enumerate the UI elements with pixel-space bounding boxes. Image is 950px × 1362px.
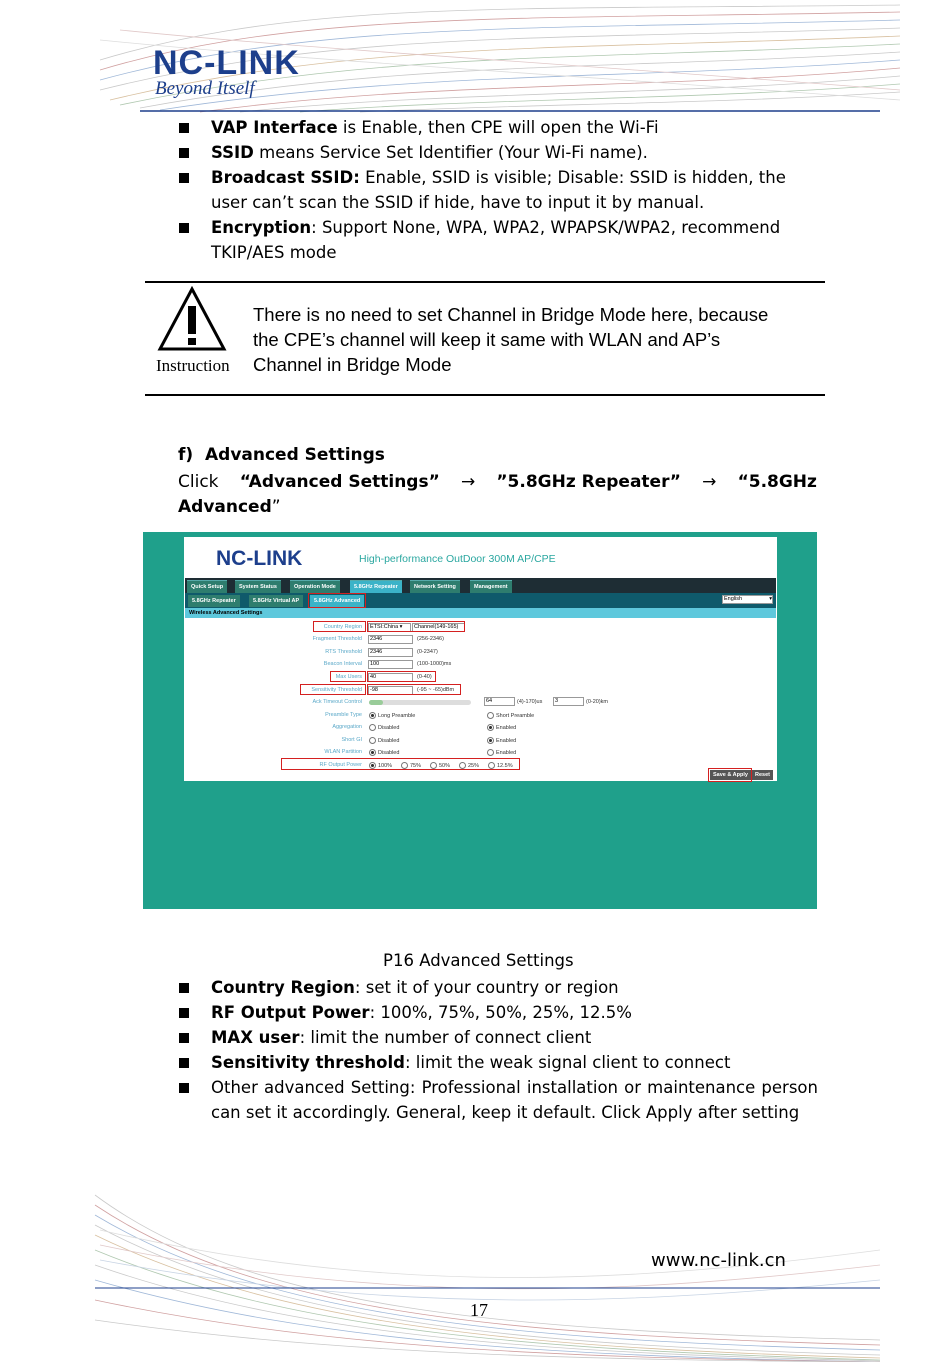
aggregation-disabled-radio[interactable]: Disabled bbox=[369, 724, 399, 731]
warning-icon bbox=[157, 286, 227, 352]
list-item: RF Output Power: 100%, 75%, 50%, 25%, 12.5% bbox=[178, 1000, 818, 1025]
save-apply-button[interactable]: Save & Apply bbox=[710, 770, 751, 780]
list-item: Sensitivity threshold: limit the weak signal client to connect bbox=[178, 1050, 818, 1075]
brand-logo: NC-LINK bbox=[153, 44, 300, 82]
router-ui bbox=[184, 537, 777, 781]
highlight-sensitivity-value bbox=[367, 684, 461, 695]
fragment-threshold-hint: (256-2346) bbox=[417, 636, 444, 642]
ack-timeout-hint: (4)-170)us bbox=[517, 699, 543, 705]
tab-management[interactable]: Management bbox=[470, 580, 512, 593]
preamble-short-radio[interactable]: Short Preamble bbox=[487, 712, 534, 719]
settings-section-title: Wireless Advanced Settings bbox=[185, 608, 776, 618]
list-item: Broadcast SSID: Enable, SSID is visible; Disable: SSID is hidden, the user can’t scan the SSID if hide, have to input it by manual. bbox=[178, 165, 818, 215]
label-fragment-threshold: Fragment Threshold bbox=[312, 636, 362, 642]
sensitivity-threshold-input[interactable]: -98 bbox=[368, 686, 413, 695]
partition-disabled-radio[interactable]: Disabled bbox=[369, 749, 399, 756]
list-item: Encryption: Support None, WPA, WPA2, WPAPSK/WPA2, recommend TKIP/AES mode bbox=[178, 215, 818, 265]
tab-network-setting[interactable]: Network Setting bbox=[410, 580, 460, 593]
highlight-max-users-value bbox=[367, 671, 436, 682]
label-ack-timeout: Ack Timeout Control bbox=[312, 699, 362, 705]
reset-button[interactable]: Reset bbox=[752, 770, 773, 780]
note-text: There is no need to set Channel in Bridge Mode here, because the CPE’s channel will keep it same with WLAN and AP’s Channel in Bridge Mode bbox=[253, 304, 769, 375]
highlight-country-value bbox=[367, 621, 465, 632]
power-100-radio[interactable]: 100% bbox=[369, 762, 392, 769]
rts-threshold-input[interactable]: 2346 bbox=[368, 648, 413, 657]
figure-caption: P16 Advanced Settings bbox=[383, 951, 574, 970]
navigation-path: Click “Advanced Settings” → ”5.8GHz Repeater” → “5.8GHz Advanced” bbox=[178, 472, 817, 517]
feature-list-bottom bbox=[178, 975, 818, 1125]
short-gi-enabled-radio[interactable]: Enabled bbox=[487, 737, 516, 744]
country-region-select[interactable]: ETSI:China ▾ bbox=[368, 623, 411, 632]
ack-timeout-slider[interactable] bbox=[369, 700, 471, 705]
label-max-users: Max Users bbox=[335, 674, 362, 680]
beacon-interval-input[interactable]: 100 bbox=[368, 660, 413, 669]
ui-title: High-performance OutDoor 300M AP/CPE bbox=[359, 553, 556, 565]
list-item: Country Region: set it of your country or region bbox=[178, 975, 818, 1000]
power-25-radio[interactable]: 25% bbox=[459, 762, 479, 769]
highlight-rf-output-power bbox=[281, 758, 520, 770]
section-heading: f) Advanced Settings bbox=[178, 445, 385, 465]
highlight-country-label bbox=[313, 621, 366, 632]
footer-wave-decoration bbox=[0, 1190, 950, 1362]
preamble-long-radio[interactable]: Long Preamble bbox=[369, 712, 415, 719]
list-item: VAP Interface is Enable, then CPE will open the Wi-Fi bbox=[178, 115, 818, 140]
tab-system-status[interactable]: System Status bbox=[235, 580, 281, 593]
max-users-input[interactable]: 40 bbox=[368, 673, 413, 682]
max-users-hint: (0-40) bbox=[417, 674, 432, 680]
highlight-sensitivity-label bbox=[300, 684, 366, 695]
note-label: Instruction bbox=[156, 356, 230, 375]
label-rf-output-power: RF Output Power bbox=[319, 762, 362, 768]
subtab-repeater[interactable]: 5.8GHz Repeater bbox=[188, 595, 240, 607]
brand-tagline: Beyond Itself bbox=[155, 78, 255, 99]
power-12-radio[interactable]: 12.5% bbox=[488, 762, 513, 769]
label-rts-threshold: RTS Threshold bbox=[325, 649, 362, 655]
power-75-radio[interactable]: 75% bbox=[401, 762, 421, 769]
rts-threshold-hint: (0-2347) bbox=[417, 649, 438, 655]
fragment-threshold-input[interactable]: 2346 bbox=[368, 635, 413, 644]
label-short-gi: Short GI bbox=[341, 737, 362, 743]
short-gi-disabled-radio[interactable]: Disabled bbox=[369, 737, 399, 744]
tab-quick-setup[interactable]: Quick Setup bbox=[187, 580, 227, 593]
tab-operation-mode[interactable]: Operation Mode bbox=[290, 580, 340, 593]
label-wlan-partition: WLAN Partition bbox=[324, 749, 362, 755]
label-preamble-type: Preamble Type bbox=[325, 712, 362, 718]
distance-input[interactable]: 3 bbox=[553, 697, 584, 706]
list-item: SSID means Service Set Identifier (Your Wi-Fi name). bbox=[178, 140, 818, 165]
highlight-advanced-tab bbox=[308, 593, 366, 608]
label-country-region: Country Region bbox=[323, 624, 362, 630]
feature-list-top bbox=[178, 115, 818, 265]
power-50-radio[interactable]: 50% bbox=[430, 762, 450, 769]
header-wave-decoration bbox=[0, 0, 950, 115]
ui-logo: NC-LINK bbox=[216, 547, 303, 570]
tab-repeater[interactable]: 5.8GHz Repeater bbox=[350, 580, 402, 593]
page-number: 17 bbox=[470, 1300, 488, 1320]
subtab-virtual-ap[interactable]: 5.8GHz Virtual AP bbox=[249, 595, 303, 607]
beacon-interval-hint: (100-1000)ms bbox=[417, 661, 452, 667]
channel-select[interactable]: Channel(149-165) bbox=[412, 623, 465, 632]
note-rule-top bbox=[145, 281, 825, 283]
language-select[interactable]: English ▾ bbox=[724, 596, 772, 602]
label-aggregation: Aggregation bbox=[332, 724, 362, 730]
subtab-advanced[interactable]: 5.8GHz Advanced bbox=[310, 595, 364, 607]
list-item: Other advanced Setting: Professional installation or maintenance person can set it accordingly. General, keep it default. Click Apply after setting bbox=[178, 1075, 818, 1125]
list-item: MAX user: limit the number of connect client bbox=[178, 1025, 818, 1050]
highlight-max-users-label bbox=[330, 671, 366, 682]
ack-timeout-input[interactable]: 64 bbox=[484, 697, 515, 706]
sensitivity-threshold-hint: (-95 ~ -65)dBm bbox=[417, 687, 455, 693]
footer-website: www.nc-link.cn bbox=[651, 1250, 786, 1271]
aggregation-enabled-radio[interactable]: Enabled bbox=[487, 724, 516, 731]
label-sensitivity-threshold: Sensitivity Threshold bbox=[311, 687, 362, 693]
label-beacon-interval: Beacon Interval bbox=[323, 661, 362, 667]
partition-enabled-radio[interactable]: Enabled bbox=[487, 749, 516, 756]
highlight-save-button bbox=[708, 768, 752, 782]
note-rule-bottom bbox=[145, 394, 825, 396]
distance-hint: (0-20)km bbox=[586, 699, 609, 705]
